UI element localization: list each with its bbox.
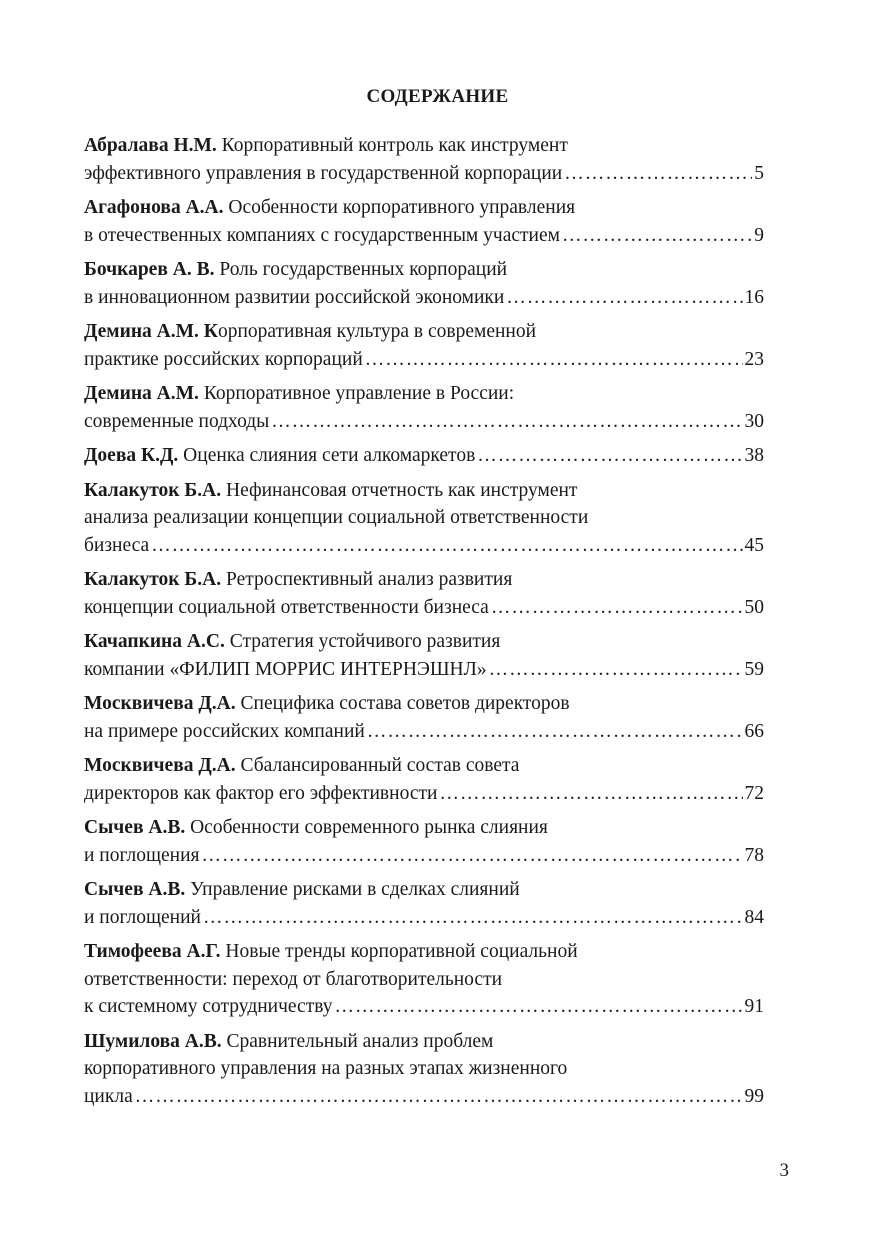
toc-entry-author: Тимофеева А.Г.: [84, 941, 221, 962]
dot-leader: [564, 160, 752, 188]
toc-entry: [84, 566, 764, 621]
toc-entry-line: [84, 628, 764, 656]
toc-entry-title-line: Ретроспективный анализ развития: [225, 569, 513, 590]
toc-entry-last-line: [84, 160, 764, 188]
dot-leader: [491, 594, 743, 622]
toc-entry-page: 72: [744, 782, 764, 804]
dot-leader: [439, 780, 742, 808]
toc-entry-title-line: орпоративная культура в современной: [217, 321, 537, 342]
toc-entry-line: [84, 1028, 764, 1056]
toc-entry-title-line: Стратегия устойчивого развития: [229, 631, 501, 652]
toc-entry-page: 66: [744, 720, 764, 742]
toc-entry-title-line: анализа реализации концепции социальной ответственности: [84, 507, 589, 528]
toc-entry-title-line: в инновационном развитии российской экономики: [84, 286, 505, 308]
toc-entry-title-line: Нефинансовая отчетность как инструмент: [225, 479, 578, 501]
toc-entry-author: Калакуток Б.А.: [84, 569, 222, 590]
toc-entry-last-line: [84, 1083, 764, 1111]
toc-entry: [84, 628, 764, 683]
toc-entry-title-line: бизнеса: [84, 534, 150, 556]
toc-entry-line: [84, 752, 764, 780]
toc-entry-title-line: Корпоративное управление в России:: [203, 383, 515, 404]
toc-entry-title-line: Оценка слияния сети алкомаркетов: [183, 445, 476, 466]
toc-entry-title-line: Роль государственных корпораций: [219, 259, 508, 280]
toc-entry: [84, 256, 764, 311]
dot-leader: [562, 222, 752, 250]
dot-leader: [203, 904, 743, 932]
toc-entry-author: Калакуток Б.А.: [84, 479, 222, 501]
toc-entry-title-line: компании «ФИЛИП МОРРИС ИНТЕРНЭШНЛ»: [84, 658, 487, 680]
page-title: СОДЕРЖАНИЕ: [366, 86, 509, 107]
toc-entry-page: 78: [744, 844, 764, 866]
toc-entry-last-line: [84, 842, 764, 870]
toc-entry-author: Москвичева Д.А.: [84, 693, 236, 714]
toc-entry: [84, 938, 764, 1021]
toc-entry-title-line: эффективного управления в государственной корпорации: [84, 162, 563, 184]
toc-entry-last-line: [84, 284, 764, 312]
toc-entry-last-line: [84, 532, 764, 560]
dot-leader: [367, 718, 743, 746]
toc-entry-page: 38: [744, 445, 764, 466]
toc-entry-author: Шумилова А.В.: [84, 1030, 222, 1052]
toc-entry-title-line: директоров как фактор его эффективности: [84, 782, 438, 804]
dot-leader: [151, 532, 742, 560]
toc-entry-author: Бочкарев А. В.: [84, 259, 215, 280]
toc-entry-page: 84: [744, 906, 764, 928]
toc-entry-title-line: корпоративного управления на разных этапах жизненного: [84, 1058, 568, 1079]
toc-entry-page: 16: [744, 286, 764, 308]
toc-entry-line: [84, 814, 764, 842]
toc-entry-title-line: цикла: [84, 1085, 133, 1107]
toc-entry-title-line: к системному сотрудничеству: [84, 996, 333, 1017]
toc-entry-line: [84, 566, 764, 594]
dot-leader: [271, 408, 742, 436]
toc-entry-title-line: Корпоративный контроль как инструмент: [221, 135, 568, 156]
toc-entry-title-line: Специфика состава советов директоров: [240, 693, 570, 714]
dot-leader: [477, 442, 742, 470]
dot-leader: [335, 993, 743, 1021]
toc-entry: [84, 132, 764, 187]
toc-entry-page: 99: [744, 1085, 764, 1107]
toc-entry-last-line: [84, 222, 764, 250]
toc-entry-line: [84, 318, 764, 346]
toc-entry-title-line: современные подходы: [84, 410, 270, 432]
toc-entry: [84, 380, 764, 435]
toc-entry-line: [84, 380, 764, 408]
toc-entry-title-line: практике российских корпораций: [84, 348, 363, 370]
toc-entry-author: Агафонова А.А.: [84, 197, 224, 218]
toc-entry-last-line: [84, 594, 764, 622]
toc-entry-last-line: [84, 718, 764, 746]
toc-entry-author: Доева К.Д.: [84, 445, 179, 466]
toc-entry-line: [84, 938, 764, 966]
toc-entry-title-line: Сравнительный анализ проблем: [226, 1030, 494, 1052]
toc-entry-line: [84, 256, 764, 284]
toc-entry-author: Москвичева Д.А.: [84, 755, 236, 776]
toc-entry-line: [84, 132, 764, 160]
toc-entry-last-line: [84, 346, 764, 374]
toc-entry-last-line: [84, 442, 764, 470]
toc-entry: [84, 1028, 764, 1111]
toc-entry-title-line: и поглощений: [84, 906, 201, 928]
toc-entry-title-line: и поглощения: [84, 844, 200, 866]
dot-leader: [489, 656, 743, 684]
toc-entry-author: Сычев А.В.: [84, 817, 186, 838]
toc-entry-last-line: [84, 408, 764, 436]
toc-entry: [84, 752, 764, 807]
toc-entry-title-line: Особенности современного рынка слияния: [190, 817, 548, 838]
toc-entry: [84, 194, 764, 249]
toc-entry-author: Абралава Н.М.: [84, 135, 217, 156]
dot-leader: [202, 842, 743, 870]
page-number: 3: [779, 1160, 789, 1181]
toc-entry-page: 45: [744, 534, 764, 556]
toc-entry-line: [84, 876, 764, 904]
dot-leader: [365, 346, 743, 374]
toc-entry-title-line: концепции социальной ответственности бизнеса: [84, 596, 489, 618]
toc-entry: [84, 318, 764, 373]
toc-entry-title-line: Управление рисками в сделках слияний: [190, 879, 520, 900]
table-of-contents: [84, 132, 764, 1117]
toc-entry-last-line: [84, 656, 764, 684]
toc-entry-author: Демина А.М. К: [84, 321, 218, 342]
toc-entry-title-line: в отечественных компаниях с государственным участием: [84, 224, 560, 246]
toc-entry-page: 50: [744, 596, 764, 618]
toc-entry: [84, 442, 764, 470]
toc-entry-author: Сычев А.В.: [84, 879, 186, 900]
toc-entry-last-line: [84, 904, 764, 932]
toc-entry-title-line: на примере российских компаний: [84, 720, 365, 742]
toc-entry-title-line: Новые тренды корпоративной социальной: [225, 941, 578, 962]
toc-entry-line: [84, 194, 764, 222]
dot-leader: [135, 1083, 743, 1111]
dot-leader: [506, 284, 742, 312]
toc-entry-page: 23: [744, 348, 764, 370]
toc-entry-title-line: Сбалансированный состав совета: [240, 755, 520, 776]
toc-entry: [84, 477, 764, 560]
toc-entry-title-line: Особенности корпоративного управления: [228, 197, 576, 218]
toc-entry: [84, 690, 764, 745]
toc-entry-author: Демина А.М.: [84, 383, 199, 404]
toc-entry-line: [84, 690, 764, 718]
toc-entry-last-line: [84, 780, 764, 808]
toc-entry: [84, 876, 764, 931]
toc-entry-page: 30: [744, 410, 764, 432]
toc-entry-page: 5: [754, 162, 764, 184]
toc-entry-title-line: ответственности: переход от благотворительности: [84, 968, 503, 990]
toc-entry-page: 9: [754, 224, 764, 246]
toc-entry-page: 91: [744, 996, 764, 1017]
toc-entry-page: 59: [744, 658, 764, 680]
toc-entry: [84, 814, 764, 869]
toc-entry-line: [84, 477, 764, 505]
toc-entry-last-line: [84, 993, 764, 1021]
toc-entry-author: Качапкина А.С.: [84, 631, 225, 652]
